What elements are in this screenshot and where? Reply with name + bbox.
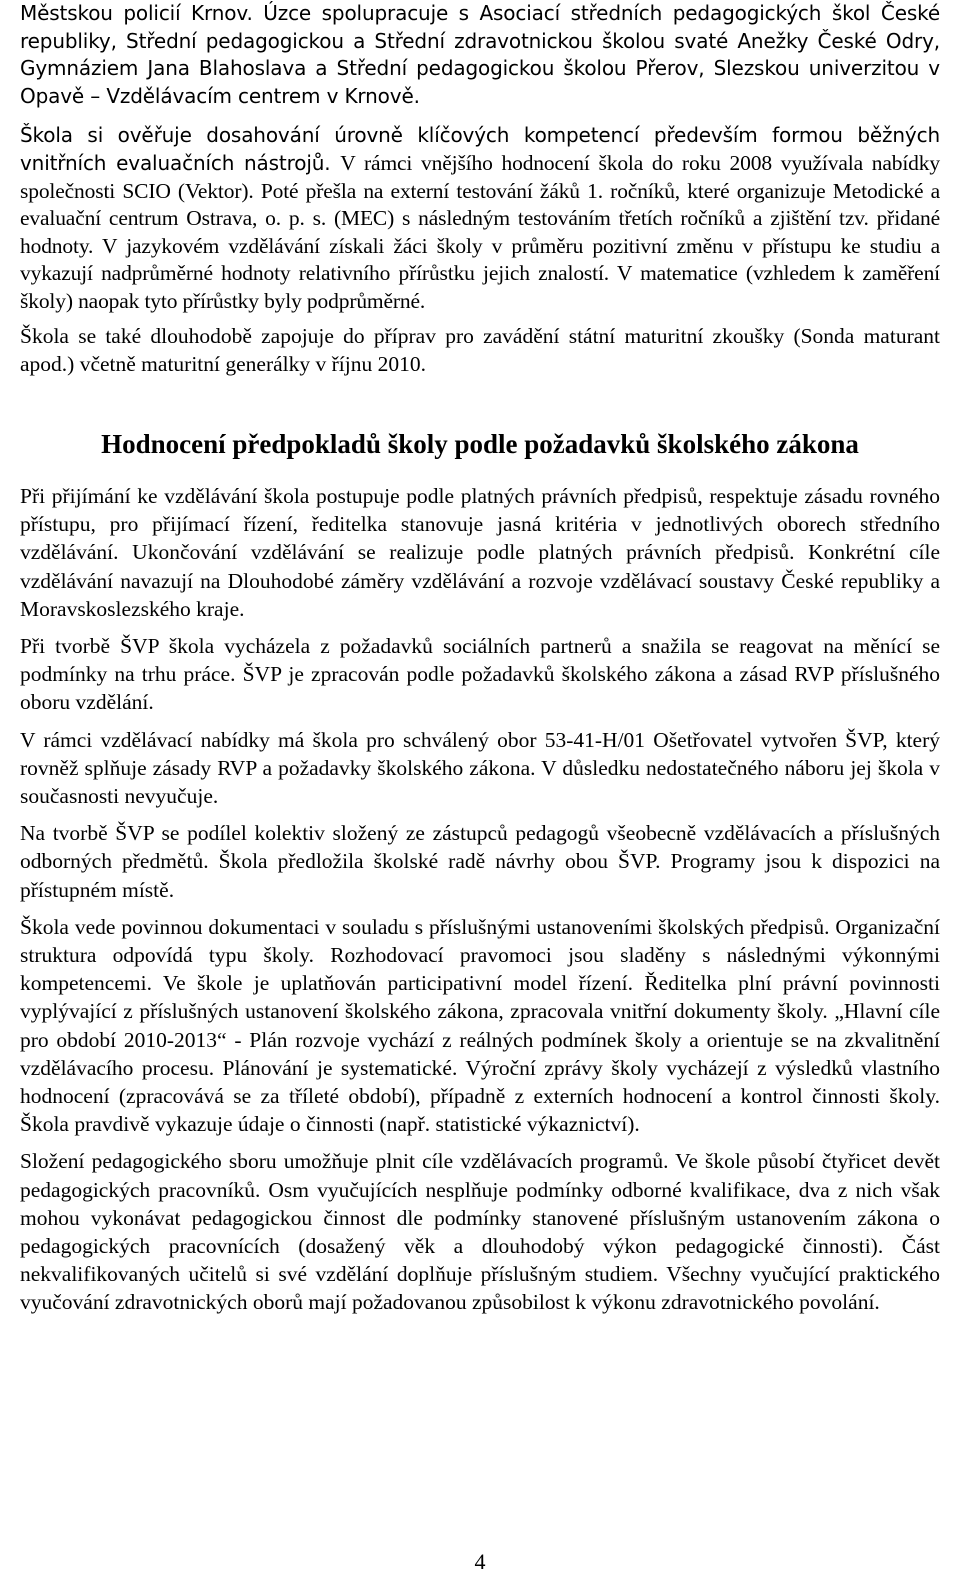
- evaluation-sentence-sans: Škola si ověřuje dosahování úrovně klíčových kompetencí především formou běžných vnitřních evaluačních nástrojů.: [20, 123, 940, 175]
- section-heading: Hodnocení předpokladů školy podle požadavků školského zákona: [101, 428, 859, 459]
- paragraph-svp-creation: Při tvorbě ŠVP škola vycházela z požadavků sociálních partnerů a snažila se reagovat na měnící se podmínky na trhu práce. ŠVP je zpracován podle požadavků školského zákona a zásad RVP příslušného oboru vzdělání.: [20, 633, 940, 715]
- page-number: 4: [474, 1549, 486, 1574]
- paragraph-evaluation: [20, 122, 940, 315]
- paragraph-svp-team: Na tvorbě ŠVP se podílel kolektiv složený ze zástupců pedagogů všeobecně vzdělávacích a příslušných odborných předmětů. Škola předložila školské radě návrhy obou ŠVP. Programy jsou k dispozici na přístupném místě.: [20, 821, 940, 902]
- paragraph-documentation: Škola vede povinnou dokumentaci v souladu s příslušnými ustanoveními školských předpisů. Organizační struktura odpovídá typu školy. Rozhodovací pravomoci jsou sladěny s následnými výkonnými kompetencemi. Ve škole je uplatňován participativní model řízení. Ředitelka plní právní povinnosti vyplývající z příslušných ustanovení školského zákona, zpracovala vnitřní dokumenty školy. „Hlavní cíle pro období 2010-2013“ - Plán rozvoje vychází z reálných podmínek školy a orientuje se na zkvalitnění vzdělávacího procesu. Plánování je systematické. Výroční zprávy školy vycházejí z výsledků vlastního hodnocení (zpracovává se za tříleté období), případně z externích hodnocení a kontrol činnosti školy. Škola pravdivě vykazuje údaje o činnosti (např. statistické výkaznictví).: [20, 914, 940, 1137]
- paragraph-admission: Při přijímání ke vzdělávání škola postupuje podle platných právních předpisů, respektuje zásadu rovného přístupu, pro přijímací řízení, ředitelka stanovuje jasná kritéria v jednotlivých oborech středního vzdělávání. Ukončování vzdělávání se realizuje podle platných právních předpisů. Konkrétní cíle vzdělávání navazují na Dlouhodobé záměry vzdělávání a rozvoje vzdělávací soustavy České republiky a Moravskoslezského kraje.: [20, 483, 940, 621]
- evaluation-external-serif: V rámci vnějšího hodnocení škola do roku 2008 využívala nabídky společnosti SCIO (Vektor). Poté přešla na externí testování žáků 1. ročníků, které organizuje Metodické a evaluační centrum Ostrava, o. p. s. (MEC) s následným testováním třetích ročníků a zjištění tzv. přidané hodnoty. V jazykovém vzdělávání získali žáci školy v průměru pozitivní změnu v přístupu ke studiu a vykazují nadprůměrné hodnoty relativního přírůstku jejich znalostí. V matematice (vzhledem k zaměření školy) naopak tyto přírůstky byly podprůměrné.: [20, 150, 940, 313]
- paragraph-svp-offer: V rámci vzdělávací nabídky má škola pro schválený obor 53-41-H/01 Ošetřovatel vytvořen ŠVP, který rovněž splňuje zásady RVP a požadavky školského zákona. V důsledku nedostatečného náboru jej škola v současnosti nevyučuje.: [20, 727, 940, 808]
- paragraph-staff: Složení pedagogického sboru umožňuje plnit cíle vzdělávacích programů. Ve škole působí čtyřicet devět pedagogických pracovníků. Osm vyučujících nesplňuje podmínky odborné kvalifikace, dva z nich však mohou vykonávat pedagogickou činnost dle podmínky stanovené příslušným ustanovením zákona o pedagogických pracovnících (dosažený věk a dlouhodobý výkon pedagogické činnosti). Část nekvalifikovaných učitelů si své vzdělání doplňuje příslušným studiem. Všechny vyučující praktického vyučování zdravotnických oborů mají požadovanou způsobilost k výkonu zdravotnického povolání.: [20, 1149, 940, 1315]
- paragraph-cooperation: Městskou policií Krnov. Úzce spolupracuje s Asociací středních pedagogických škol České republiky, Střední pedagogickou a Střední zdravotnickou školou svaté Anežky České Odry, Gymnáziem Jana Blahoslava a Střední pedagogickou školou Přerov, Slezskou univerzitou v Opavě – Vzdělávacím centrem v Krnově.: [20, 1, 940, 108]
- paragraph-sonda: Škola se také dlouhodobě zapojuje do příprav pro zavádění státní maturitní zkoušky (Sonda maturant apod.) včetně maturitní generálky v říjnu 2010.: [20, 323, 940, 376]
